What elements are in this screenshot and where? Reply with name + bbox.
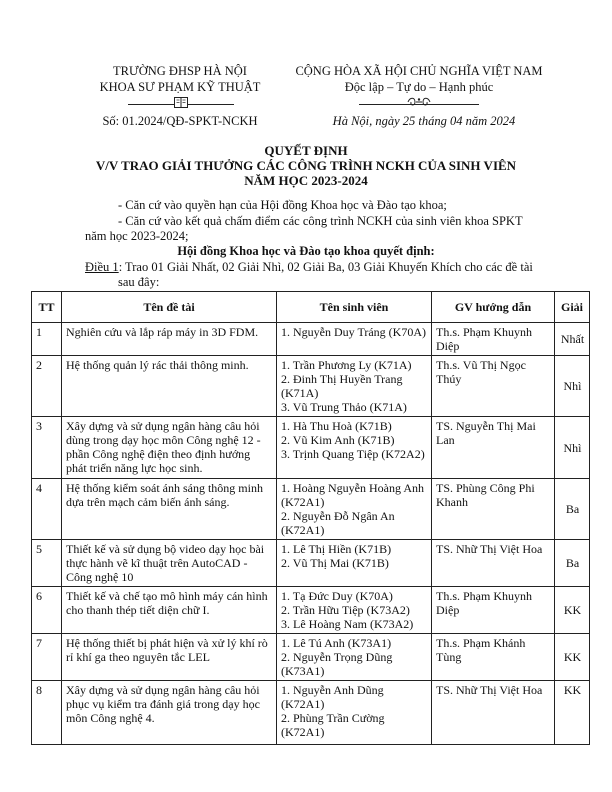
table-row [32, 479, 590, 540]
country-name: CỘNG HÒA XÃ HỘI CHỦ NGHĨA VIỆT NAM [295, 64, 543, 78]
prize-cell: KK [555, 634, 590, 681]
row-number: 6 [32, 587, 62, 634]
students-cell [277, 587, 432, 634]
prize-cell: Nhất [555, 323, 590, 356]
col-header-prize: Giải [555, 292, 590, 323]
col-header-advisor: GV hướng dẫn [432, 292, 555, 323]
student-name: 2. Trần Hữu Tiệp (K73A2) [281, 603, 410, 617]
topic-cell: Hệ thống kiểm soát ánh sáng thông minh dựa trên mạch cảm biến ánh sáng. [62, 479, 277, 540]
students-cell [277, 681, 432, 745]
col-header-tt: TT [32, 292, 62, 323]
school-name: TRƯỜNG ĐHSP HÀ NỘI [113, 64, 247, 78]
topic-cell: Thiết kế và sử dụng bộ video dạy học bài thực hành vẽ kĩ thuật trên AutoCAD - Công nghệ 10 [62, 540, 277, 587]
prize-cell: KK [555, 681, 590, 745]
students-cell [277, 634, 432, 681]
row-number: 8 [32, 681, 62, 745]
row-number: 1 [32, 323, 62, 356]
student-name: 1. Nguyễn Anh Dũng (K72A1) [281, 683, 384, 711]
col-header-students: Tên sinh viên [277, 292, 432, 323]
student-name: 3. Lê Hoàng Nam (K73A2) [281, 617, 414, 631]
book-ornament-icon [166, 97, 196, 110]
advisor-cell: Th.s. Phạm Khuynh Diệp [432, 587, 555, 634]
basis-item-2: - Căn cứ vào kết quả chấm điểm các công trình NCKH của sinh viên khoa SPKT [118, 214, 523, 228]
students-cell [277, 323, 432, 356]
decision-title: QUYẾT ĐỊNH [264, 143, 348, 158]
topic-cell: Hệ thống quản lý rác thải thông minh. [62, 356, 277, 417]
decision-year: NĂM HỌC 2023-2024 [244, 173, 368, 188]
topic-cell: Hệ thống thiết bị phát hiện và xử lý khí rò rỉ khí ga theo nguyên tắc LEL [62, 634, 277, 681]
students-cell [277, 540, 432, 587]
article-1-label: Điều 1 [85, 260, 119, 274]
col-header-topic: Tên đề tài [62, 292, 277, 323]
advisor-cell: TS. Nhữ Thị Việt Hoa [432, 540, 555, 587]
student-name: 1. Hoàng Nguyễn Hoàng Anh (K72A1) [281, 481, 424, 509]
table-row [32, 634, 590, 681]
table-row [32, 356, 590, 417]
advisor-cell: Th.s. Vũ Thị Ngọc Thúy [432, 356, 555, 417]
advisor-cell: TS. Nguyễn Thị Mai Lan [432, 417, 555, 479]
prize-cell: Nhì [555, 417, 590, 479]
student-name: 2. Đinh Thị Huyền Trang (K71A) [281, 372, 403, 400]
advisor-cell: Th.s. Phạm Khuynh Diệp [432, 323, 555, 356]
table-row [32, 323, 590, 356]
topic-cell: Nghiên cứu và lắp ráp máy in 3D FDM. [62, 323, 277, 356]
student-name: 2. Phùng Trần Cường (K72A1) [281, 711, 385, 739]
flourish-ornament-icon [404, 96, 434, 110]
basis-item-2-cont: năm học 2023-2024; [85, 229, 189, 243]
table-row [32, 587, 590, 634]
row-number: 3 [32, 417, 62, 479]
council-decision: Hội đồng Khoa học và Đào tạo khoa quyết định: [177, 244, 435, 258]
doc-number: Số: 01.2024/QĐ-SPKT-NCKH [102, 114, 258, 128]
prize-cell: KK [555, 587, 590, 634]
topic-cell: Xây dựng và sử dụng ngân hàng câu hỏi phục vụ kiểm tra đánh giá trong dạy học môn Công nghệ 4. [62, 681, 277, 745]
article-1 [85, 260, 533, 275]
students-cell [277, 356, 432, 417]
table-row [32, 540, 590, 587]
row-number: 5 [32, 540, 62, 587]
advisor-cell: Th.s. Phạm Khánh Tùng [432, 634, 555, 681]
article-1-text: : Trao 01 Giải Nhất, 02 Giải Nhì, 02 Giải Ba, 03 Giải Khuyến Khích cho các đề tài [118, 260, 533, 274]
students-cell [277, 479, 432, 540]
student-name: 2. Nguyễn Trọng Dũng (K73A1) [281, 650, 393, 678]
row-number: 4 [32, 479, 62, 540]
row-number: 7 [32, 634, 62, 681]
topic-cell: Thiết kế và chế tạo mô hình máy cán hình cho thanh thép tiết diện chữ I. [62, 587, 277, 634]
table-header-row [32, 292, 590, 323]
advisor-cell: TS. Nhữ Thị Việt Hoa [432, 681, 555, 745]
student-name: 2. Nguyễn Đỗ Ngân An (K72A1) [281, 509, 395, 537]
student-name: 2. Vũ Kim Anh (K71B) [281, 433, 395, 447]
prize-cell: Ba [555, 540, 590, 587]
topic-cell: Xây dựng và sử dụng ngân hàng câu hỏi dùng trong dạy học môn Công nghệ 12 - phần Công nghệ điện theo định hướng phát triển năng lực học sinh. [62, 417, 277, 479]
student-name: 3. Vũ Trung Thảo (K71A) [281, 400, 407, 414]
student-name: 3. Trịnh Quang Tiệp (K72A2) [281, 447, 425, 461]
decision-subject: V/V TRAO GIẢI THƯỞNG CÁC CÔNG TRÌNH NCKH CỦA SINH VIÊN [95, 158, 517, 173]
student-name: 1. Nguyễn Duy Tráng (K70A) [281, 325, 426, 339]
student-name: 1. Tạ Đức Duy (K70A) [281, 589, 393, 603]
table-row [32, 417, 590, 479]
motto: Độc lập – Tự do – Hạnh phúc [344, 80, 494, 94]
student-name: 2. Vũ Thị Mai (K71B) [281, 556, 389, 570]
article-1-cont: sau đây: [118, 275, 160, 289]
prize-cell: Ba [555, 479, 590, 540]
row-number: 2 [32, 356, 62, 417]
students-cell [277, 417, 432, 479]
student-name: 1. Lê Tú Anh (K73A1) [281, 636, 392, 650]
student-name: 1. Hà Thu Hoà (K71B) [281, 419, 392, 433]
student-name: 1. Lê Thị Hiền (K71B) [281, 542, 392, 556]
faculty-name: KHOA SƯ PHẠM KỸ THUẬT [99, 80, 261, 94]
advisor-cell: TS. Phùng Công Phi Khanh [432, 479, 555, 540]
awards-table [31, 291, 590, 745]
basis-item-1: - Căn cứ vào quyền hạn của Hội đồng Khoa học và Đào tạo khoa; [118, 198, 447, 212]
student-name: 1. Trần Phương Ly (K71A) [281, 358, 412, 372]
place-date: Hà Nội, ngày 25 tháng 04 năm 2024 [332, 114, 516, 128]
prize-cell: Nhì [555, 356, 590, 417]
table-row [32, 681, 590, 745]
